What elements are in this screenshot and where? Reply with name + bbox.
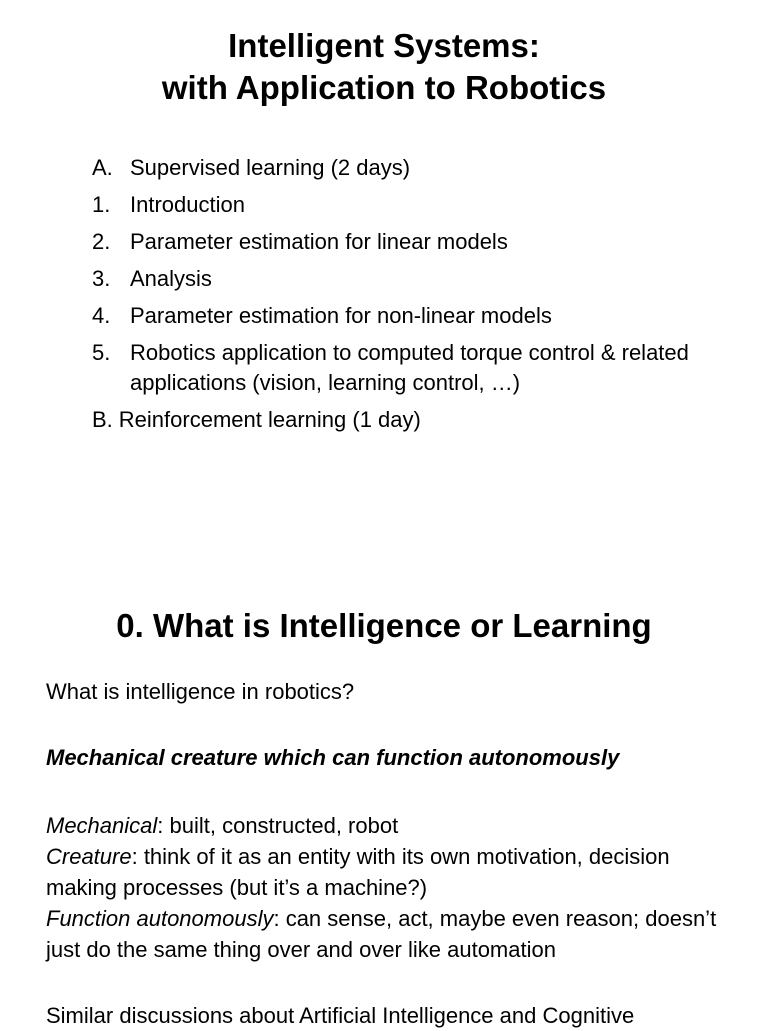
list-item-text: Parameter estimation for non-linear models: [130, 303, 552, 328]
list-item: [92, 301, 712, 331]
list-item: [92, 190, 712, 220]
definition-text: Mechanical creature which can function autonomously: [46, 745, 620, 770]
list-marker: 2.: [92, 229, 111, 254]
term-mechanical: [46, 810, 736, 841]
list-item: [92, 153, 712, 183]
term-creature: [46, 841, 736, 903]
term-desc: : think of it as an entity with its own motivation, decision making processes (but it’s a machine?): [46, 844, 670, 900]
term-function-autonomously: [46, 903, 736, 965]
slide-1-title: [0, 25, 768, 109]
list-marker: 4.: [92, 303, 111, 328]
term-name: Creature: [46, 844, 132, 869]
term-desc: : can sense, act, maybe even reason; doesn’t just do the same thing over and over like automation: [46, 906, 717, 962]
terms-list: [46, 810, 736, 965]
agenda-list: [92, 153, 712, 442]
list-item: [92, 264, 712, 294]
title-line-1: Intelligent Systems:: [228, 27, 540, 64]
list-item-text: Reinforcement learning (1 day): [118, 407, 421, 432]
list-marker: A.: [92, 155, 113, 180]
list-item: [92, 338, 712, 398]
list-item: [92, 405, 712, 435]
slide-2: [0, 580, 768, 1028]
question-text: What is intelligence in robotics?: [46, 679, 355, 704]
term-desc: : built, constructed, robot: [157, 813, 399, 838]
list-item: [92, 227, 712, 257]
list-marker: 3.: [92, 266, 111, 291]
list-marker: 1.: [92, 192, 111, 217]
list-marker: B.: [92, 407, 113, 432]
term-name: Mechanical: [46, 813, 158, 838]
list-marker: 5.: [92, 340, 111, 365]
similar-discussions-text: Similar discussions about Artificial Intelligence and Cognitive: [46, 1003, 635, 1028]
list-item-text: Parameter estimation for linear models: [130, 229, 508, 254]
list-item-text: Robotics application to computed torque control & related applications (vision, learning control, …): [130, 340, 689, 395]
list-item-text: Introduction: [130, 192, 245, 217]
title-line-2: with Application to Robotics: [161, 69, 607, 106]
list-item-text: Analysis: [130, 266, 212, 291]
slide-2-title: 0. What is Intelligence or Learning: [116, 607, 652, 644]
term-name: Function autonomously: [46, 906, 274, 931]
list-item-text: Supervised learning (2 days): [130, 155, 411, 180]
